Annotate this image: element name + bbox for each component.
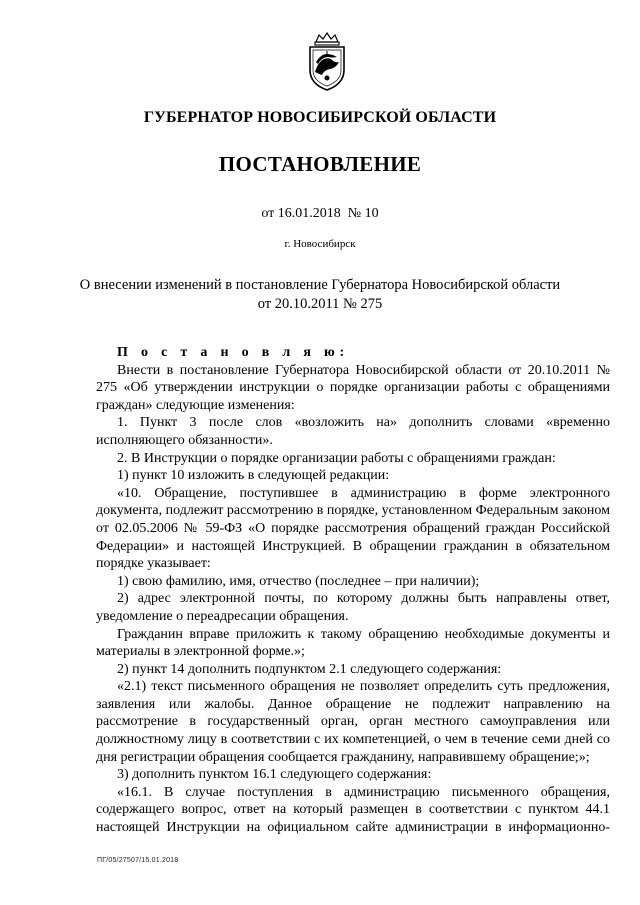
body-paragraph: Внести в постановление Губернатора Новосибирской области от 20.10.2011 № 275 «Об утверждении инструкции о порядке организации работы с обращениями граждан» следующие изменения:: [96, 362, 610, 413]
document-footer-code: ПГ/05/27507/15.01.2018: [97, 857, 179, 864]
document-date-number: от 16.01.2018 № 10: [261, 206, 379, 221]
body-paragraph: 2) адрес электронной почты, по которому должны быть направлены ответ, уведомление о переадресации обращения.: [96, 591, 610, 624]
document-city: г. Новосибирск: [284, 238, 356, 250]
decree-heading: [96, 344, 610, 362]
body-paragraph: 1) свою фамилию, имя, отчество (последнее – при наличии);: [117, 573, 480, 589]
subject-line-2: от 20.10.2011 № 275: [257, 296, 383, 312]
document-body: [96, 344, 610, 837]
body-paragraph: «10. Обращение, поступившее в администрацию в форме электронного документа, подлежит рассмотрению в порядке, установленном Федеральным законом от 02.05.2006 № 59-ФЗ «О порядке рассмотрения обращений граждан Российской Федерации» и настоящей Инструкцией. В обращении гражданин в обязательном порядке указывает:: [96, 485, 610, 572]
decree-colon: :: [339, 345, 345, 360]
document-subject: [0, 276, 640, 314]
body-paragraph: 2) пункт 14 дополнить подпунктом 2.1 следующего содержания:: [117, 661, 502, 677]
body-paragraph: 3) дополнить пунктом 16.1 следующего содержания:: [117, 767, 432, 783]
body-paragraph: 1) пункт 10 изложить в следующей редакции:: [117, 468, 390, 484]
body-paragraph: Гражданин вправе приложить к такому обращению необходимые документы и материалы в электронной форме.»;: [96, 626, 610, 660]
document-type-title: ПОСТАНОВЛЕНИЕ: [218, 152, 422, 176]
body-paragraph: 1. Пункт 3 после слов «возложить на» дополнить словами «временно исполняющего обязанности».: [96, 415, 610, 448]
body-paragraph: «2.1) текст письменного обращения не позволяет определить суть предложения, заявления или жалобы. Данное обращение не подлежит направлению на рассмотрение в государственный орган, орган местного самоуправления или должностному лицу в соответствии с их компетенцией, о чем в течение семи дней со дня регистрации обращения сообщается гражданину, направившему обращение;»;: [96, 679, 610, 765]
body-paragraph: 2. В Инструкции о порядке организации работы с обращениями граждан:: [117, 450, 556, 466]
coat-of-arms-icon: [304, 32, 350, 92]
organization-name: ГУБЕРНАТОР НОВОСИБИРСКОЙ ОБЛАСТИ: [143, 109, 497, 126]
subject-line-1: О внесении изменений в постановление Губернатора Новосибирской области: [79, 277, 561, 293]
decree-word: П о с т а н о в л я ю: [117, 345, 340, 360]
body-paragraph: «16.1. В случае поступления в администрацию письменного обращения, содержащего вопрос, ответ на который размещен в соответствии с пунктом 44.1 настоящей Инструкции на официальном сайте администрации в информационно-: [96, 784, 610, 836]
